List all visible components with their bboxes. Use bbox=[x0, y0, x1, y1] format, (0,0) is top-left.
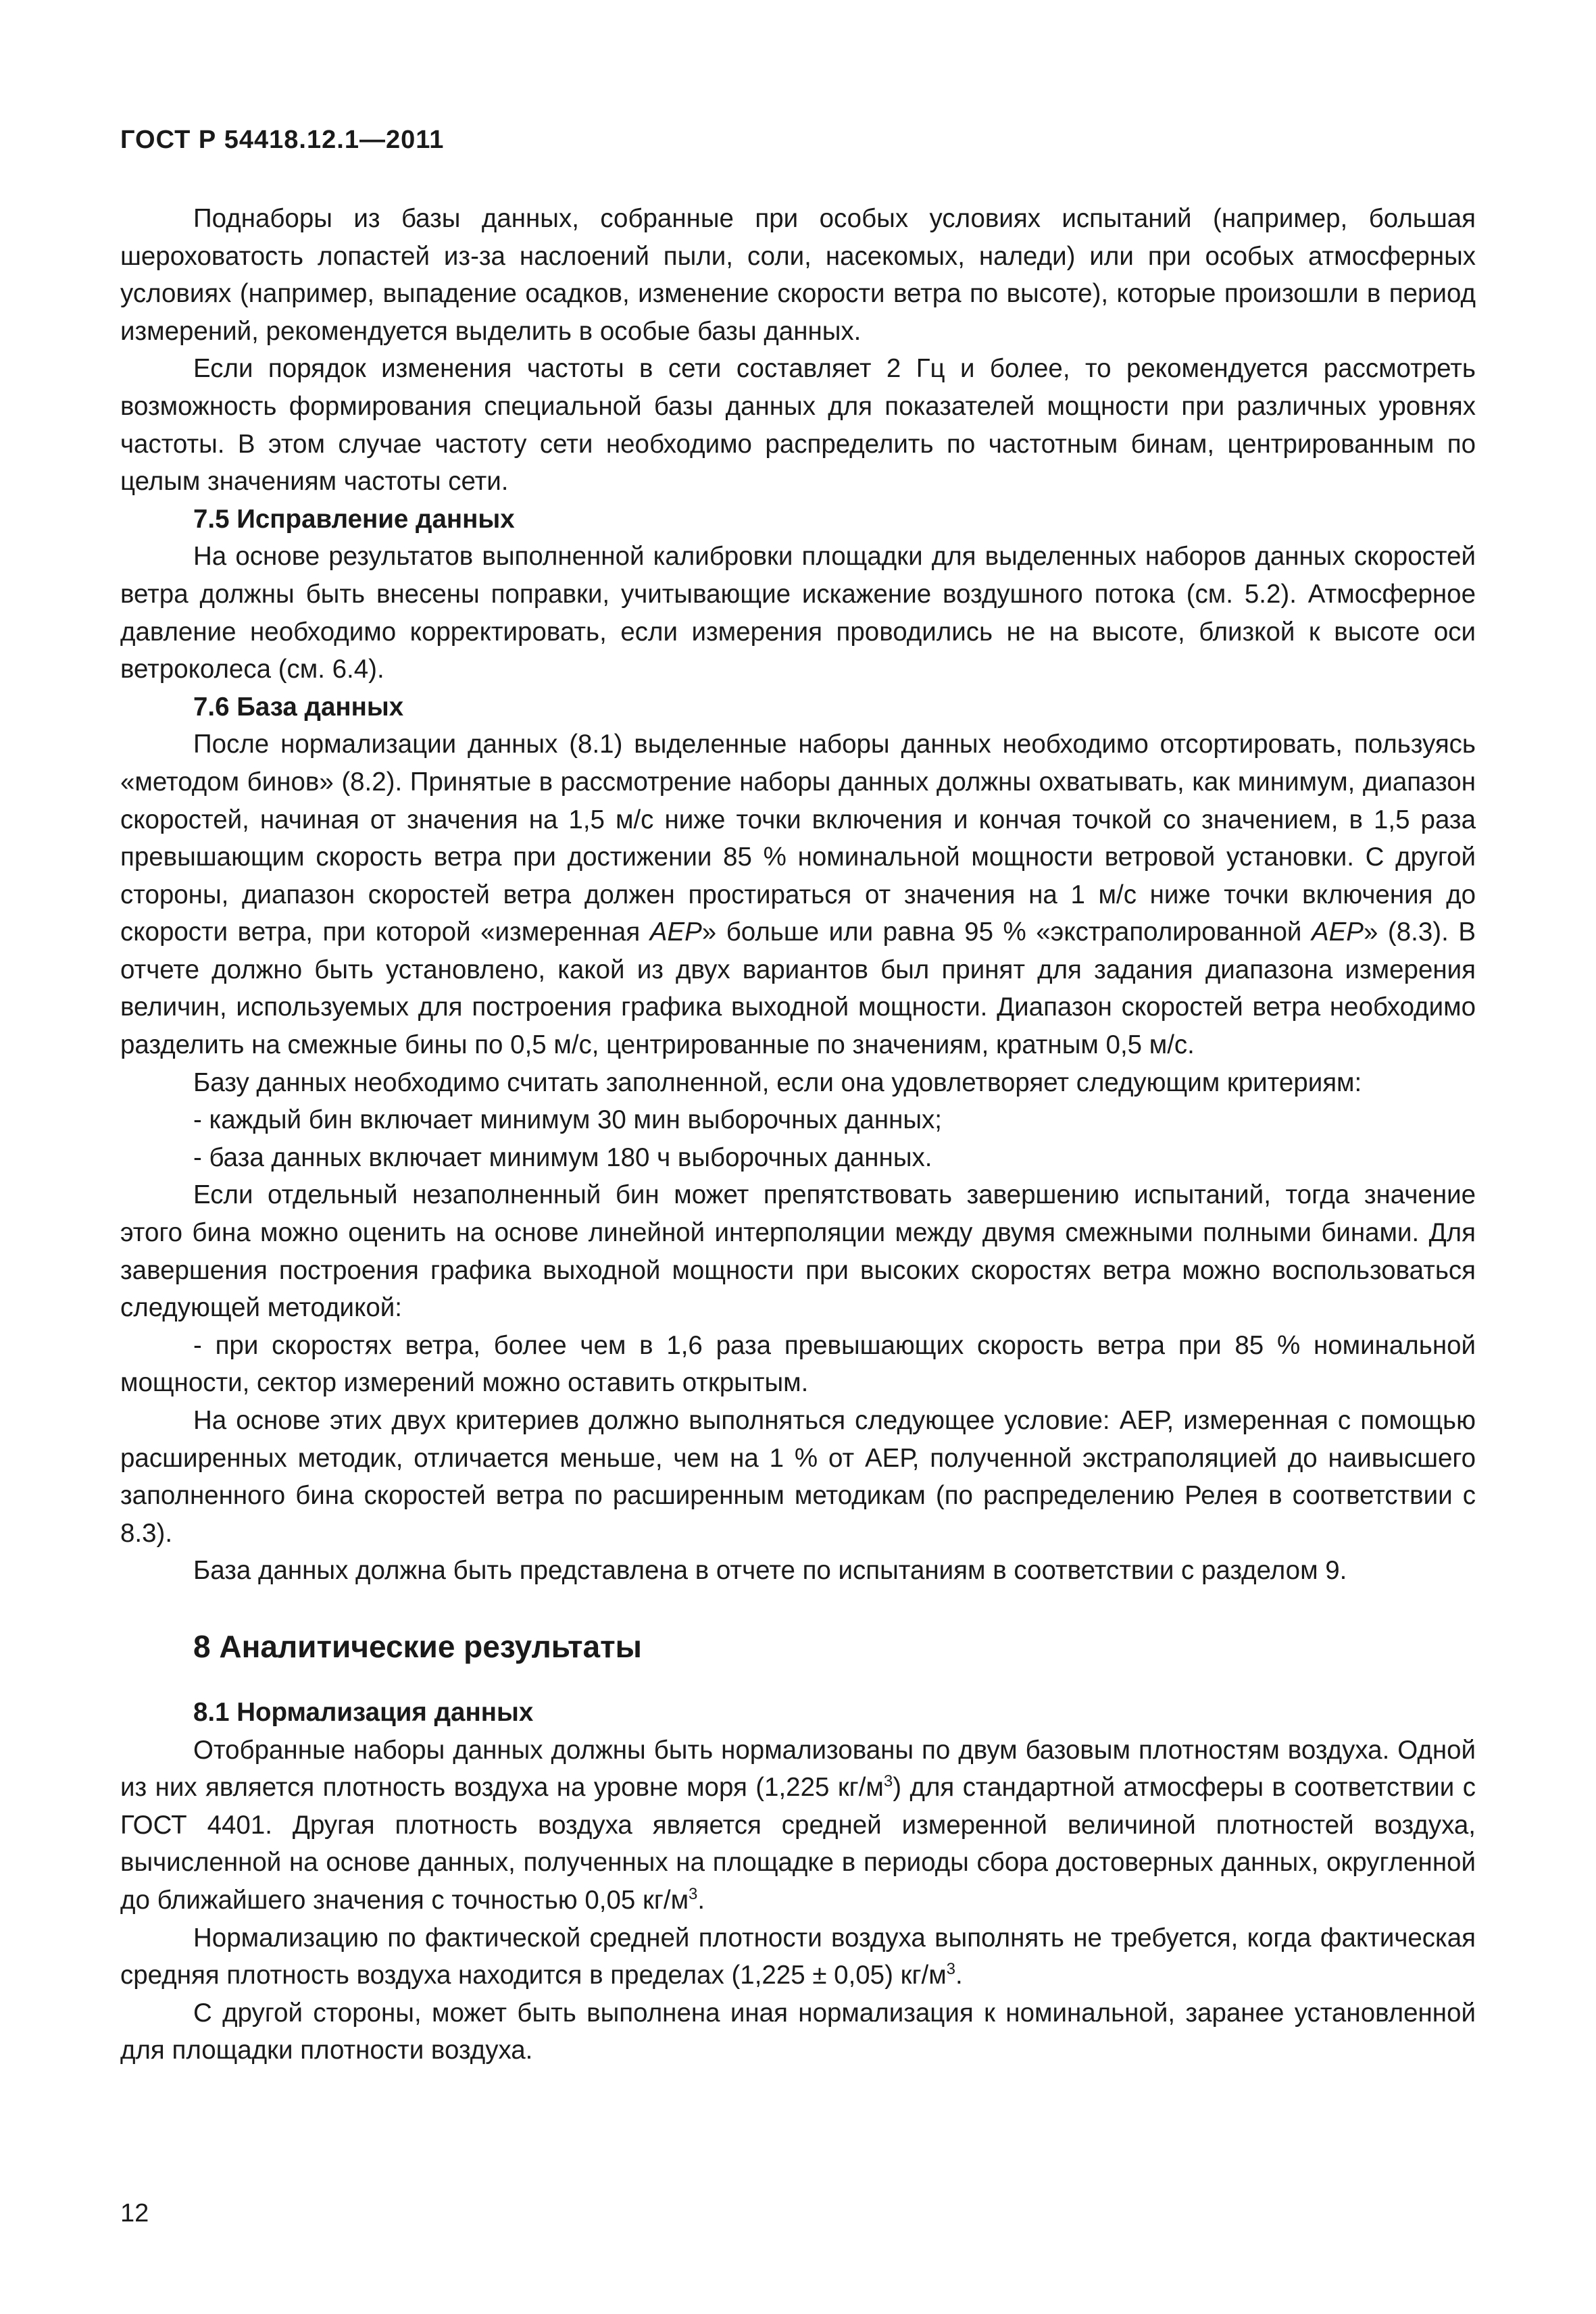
paragraph: База данных должна быть представлена в отчете по испытаниям в соответствии с разделом 9. bbox=[193, 1556, 1347, 1586]
paragraph: С другой стороны, может быть выполнена иная нормализация к номинальной, заранее установленной для площадки плотности воздуха. bbox=[120, 1998, 1476, 2065]
text-fragment: После нормализации данных (8.1) выделенные наборы данных необходимо отсортировать, пользуясь «методом бинов» (8.2). Принятые в рассмотрение наборы данных должны охватывать, как минимум, диапазон скоростей, начиная от значения на 1,5 м/с ниже точки включения и кончая точкой со значением, в 1,5 раза превышающим скорость ветра при достижении 85 % номинальной мощности ветровой установки. С другой стороны, диапазон скоростей ветра должен простираться от значения на 1 м/с ниже точки включения до скорости ветра, при которой «измеренная bbox=[120, 730, 1476, 947]
paragraph: На основе этих двух критериев должно выполняться следующее условие: АЕР, измеренная с помощью расширенных методик, отличается меньше, чем на 1 % от АЕР, полученной экстраполяцией до наивысшего заполненного бина скоростей ветра по расширенным методикам (по распределению Релея в соответствии с 8.3). bbox=[120, 1406, 1476, 1548]
list-item: - при скоростях ветра, более чем в 1,6 раза превышающих скорость ветра при 85 % номинальной мощности, сектор измерений можно оставить открытым. bbox=[120, 1330, 1476, 1398]
page-number: 12 bbox=[120, 2199, 149, 2228]
aep-term: AEP bbox=[1311, 917, 1364, 947]
text-fragment: Нормализацию по фактической средней плотности воздуха выполнять не требуется, когда фактическая средняя плотность воздуха находится в пределах (1,225 ± 0,05) кг/м bbox=[120, 1923, 1476, 1990]
text-fragment: . bbox=[955, 1961, 963, 1990]
text-fragment: » (8.3). В отчете должно быть установлено, какой из двух вариантов был принят для задания диапазона измерения величин, используемых для построения графика выходной мощности. Диапазон скоростей ветра необходимо разделить на смежные бины по 0,5 м/с, центрированные по значениям, кратным 0,5 м/с. bbox=[120, 917, 1476, 1060]
superscript: 3 bbox=[689, 1885, 698, 1904]
superscript: 3 bbox=[883, 1772, 893, 1791]
aep-term: AEP bbox=[649, 917, 702, 947]
paragraph: Если порядок изменения частоты в сети составляет 2 Гц и более, то рекомендуется рассмотреть возможность формирования специальной базы данных для показателей мощности при различных уровнях частоты. В этом случае частоту сети необходимо распределить по частотным бинам, центрированным по целым значениям частоты сети. bbox=[120, 354, 1476, 497]
document-header: ГОСТ Р 54418.12.1—2011 bbox=[120, 126, 445, 154]
subsection-heading-7-6: 7.6 База данных bbox=[193, 692, 404, 722]
list-item: - база данных включает минимум 180 ч выборочных данных. bbox=[193, 1142, 932, 1172]
document-body bbox=[120, 200, 1476, 2069]
paragraph: Базу данных необходимо считать заполненной, если она удовлетворяет следующим критериям: bbox=[193, 1067, 1362, 1097]
text-fragment: . bbox=[697, 1885, 705, 1915]
list-item: - каждый бин включает минимум 30 мин выборочных данных; bbox=[193, 1105, 942, 1135]
text-fragment: Отобранные наборы данных должны быть нормализованы по двум базовым плотностям воздуха. Одной из них является плотность воздуха на уровне моря (1,225 кг/м bbox=[120, 1735, 1476, 1803]
section-heading-8: 8 Аналитические результаты bbox=[193, 1628, 642, 1664]
paragraph bbox=[120, 726, 1476, 1063]
text-fragment: » больше или равна 95 % «экстраполированной bbox=[701, 917, 1312, 947]
text-fragment: ) для стандартной атмосферы в соответствии с ГОСТ 4401. Другая плотность воздуха является средней измеренной величиной плотностей воздуха, вычисленной на основе данных, полученных на площадке в периоды сбора достоверных данных, округленной до ближайшего значения с точностью 0,05 кг/м bbox=[120, 1773, 1476, 1915]
subsection-heading-7-5: 7.5 Исправление данных bbox=[193, 504, 515, 534]
paragraph: На основе результатов выполненной калибровки площадки для выделенных наборов данных скоростей ветра должны быть внесены поправки, учитывающие искажение воздушного потока (см. 5.2). Атмосферное давление необходимо корректировать, если измерения проводились не на высоте, близкой к высоте оси ветроколеса (см. 6.4). bbox=[120, 542, 1476, 684]
paragraph bbox=[120, 1732, 1476, 1919]
subsection-heading-8-1: 8.1 Нормализация данных bbox=[193, 1697, 534, 1727]
paragraph: Если отдельный незаполненный бин может препятствовать завершению испытаний, тогда значение этого бина можно оценить на основе линейной интерполяции между двумя смежными полными бинами. Для завершения построения графика выходной мощности при высоких скоростях ветра можно воспользоваться следующей методикой: bbox=[120, 1180, 1476, 1323]
superscript: 3 bbox=[946, 1960, 956, 1979]
paragraph bbox=[120, 1919, 1476, 1994]
paragraph: Поднаборы из базы данных, собранные при особых условиях испытаний (например, большая шероховатость лопастей из-за наслоений пыли, соли, насекомых, наледи) или при особых атмосферных условиях (например, выпадение осадков, изменение скорости ветра по высоте), которые произошли в период измерений, рекомендуется выделить в особые базы данных. bbox=[120, 204, 1476, 346]
